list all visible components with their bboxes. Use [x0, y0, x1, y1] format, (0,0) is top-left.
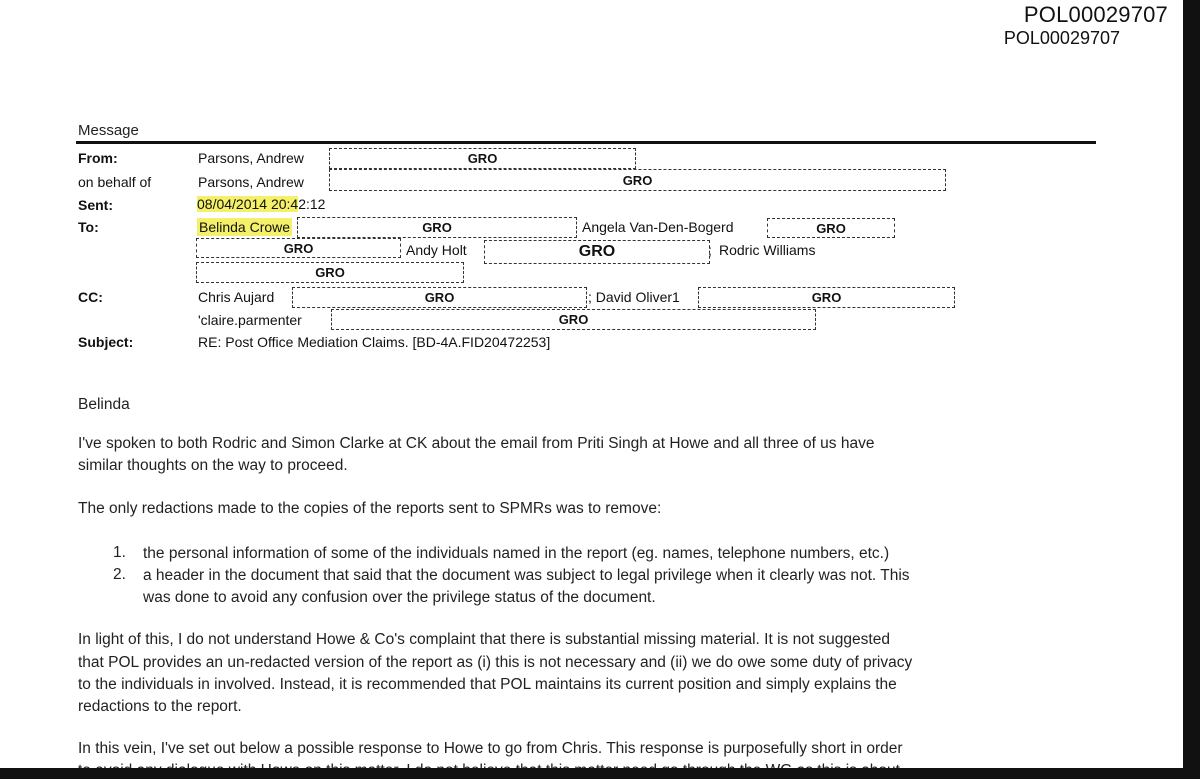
to-recipient-4: Rodric Williams [719, 242, 816, 258]
paragraph-3-line-3: to the individuals in involved. Instead, it is recommended that POL maintains its current position and simply explains the [78, 676, 897, 693]
to-recipient-2: Angela Van-Den-Bogerd [582, 219, 734, 235]
document-id-small: POL00029707 [1003, 28, 1120, 48]
scan-border-right [1183, 0, 1200, 779]
redaction-to-5: GRO [196, 262, 464, 283]
list-item-2-line-1: a header in the document that said that the document was subject to legal privilege when it clearly was not. This [143, 567, 910, 584]
header-rule [76, 141, 1096, 144]
behalf-label: on behalf of [78, 174, 152, 190]
subject-label: Subject: [78, 334, 134, 350]
document-id-large: POL00029707 [1023, 2, 1168, 27]
from-label: From: [78, 150, 118, 166]
redaction-cc-1: GRO [292, 287, 587, 308]
redaction-behalf: GRO [329, 169, 946, 191]
cc-recipient-1: Chris Aujard [198, 289, 275, 305]
redaction-to-4: GRO [484, 240, 710, 264]
paragraph-3-line-2: that POL provides an un-redacted version of the report as (i) this is not necessary and (ii) we do owe some duty of privacy [78, 654, 913, 671]
message-section-label: Message [78, 122, 139, 139]
sent-highlight: 08/04/2014 20:4 [197, 196, 299, 212]
list-item-1: the personal information of some of the individuals named in the report (eg. names, telephone numbers, etc.) [143, 545, 890, 562]
list-item-2-number: 2. [113, 566, 126, 583]
paragraph-3-line-4: redactions to the report. [78, 698, 242, 715]
paragraph-4-line-1: In this vein, I've set out below a possible response to Howe to go from Chris. This response is purposefully short in order [78, 740, 903, 757]
cc-recipient-3: 'claire.parmenter [198, 312, 302, 328]
redaction-from: GRO [329, 148, 636, 169]
paragraph-3-line-1: In light of this, I do not understand Howe & Co's complaint that there is substantial missing material. It is not suggested [78, 631, 890, 648]
to-recipient-3: Andy Holt [406, 242, 467, 258]
redaction-cc-3: GRO [331, 309, 816, 330]
redaction-cc-2: GRO [698, 287, 955, 308]
redaction-to-3: GRO [196, 238, 401, 258]
to-label: To: [78, 219, 99, 235]
paragraph-1-line-2: similar thoughts on the way to proceed. [78, 457, 348, 474]
subject-value: RE: Post Office Mediation Claims. [BD-4A.FID20472253] [198, 334, 551, 350]
sent-value [197, 196, 325, 212]
redaction-to-1: GRO [297, 217, 577, 238]
cc-label: CC: [78, 289, 103, 305]
paragraph-2: The only redactions made to the copies of the reports sent to SPMRs was to remove: [78, 500, 662, 517]
cc-recipient-2: ; David Oliver1 [588, 289, 680, 305]
scan-border-bottom [0, 768, 1200, 779]
list-item-1-number: 1. [113, 544, 126, 561]
to-separator: ; [708, 242, 712, 258]
greeting: Belinda [78, 396, 130, 413]
paragraph-1-line-1: I've spoken to both Rodric and Simon Clarke at CK about the email from Priti Singh at Howe and all three of us have [78, 435, 875, 452]
list-item-2-line-2: was done to avoid any confusion over the privilege status of the document. [143, 589, 656, 606]
redaction-to-2: GRO [767, 218, 895, 238]
from-value: Parsons, Andrew [198, 150, 304, 166]
sent-rest: 2:12 [298, 196, 326, 212]
sent-label: Sent: [78, 197, 113, 213]
to-recipient-1: Belinda Crowe [199, 219, 291, 235]
behalf-value: Parsons, Andrew [198, 174, 304, 190]
